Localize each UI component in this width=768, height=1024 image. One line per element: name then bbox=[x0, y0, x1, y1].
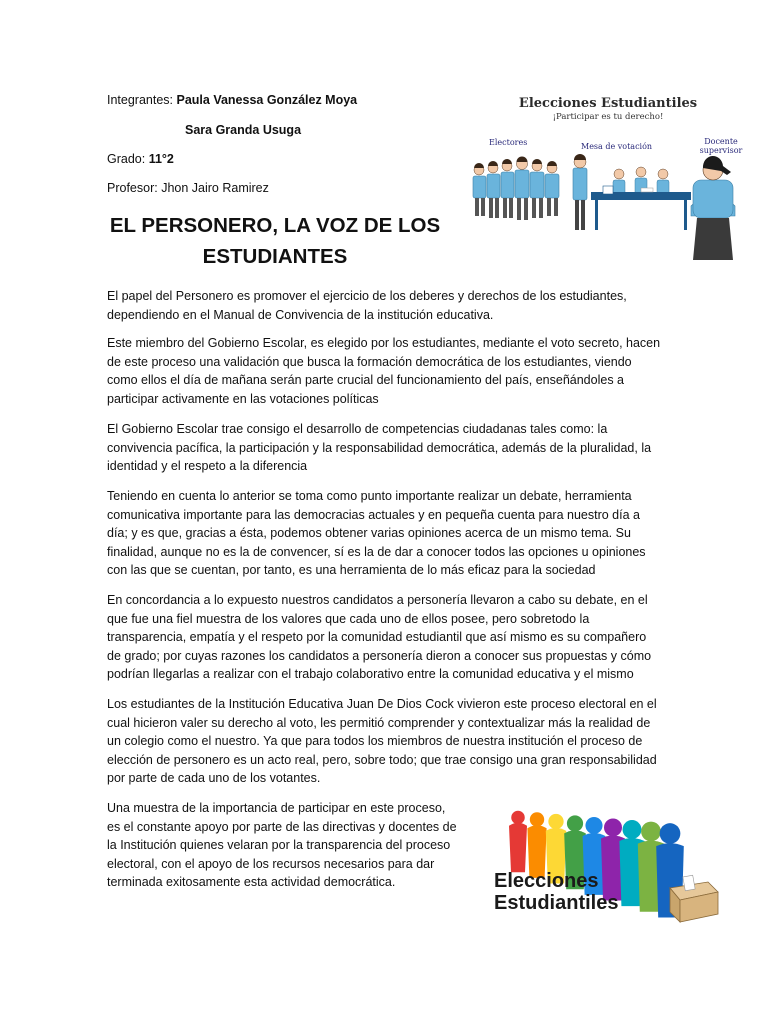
paragraph-7: Una muestra de la importancia de participar en este proceso, es el constante apoyo por parte de las directivas y docentes de la Institución quienes velaran por la transparencia del proceso electoral, con el apoyo de los recursos necesarios para dar terminada exitosamente esta actividad democrática. bbox=[107, 801, 457, 890]
elections-crowd-illustration bbox=[470, 800, 730, 925]
grade-line bbox=[107, 151, 174, 167]
voting-table-icon bbox=[573, 154, 691, 230]
paragraph-5: En concordancia a lo expuesto nuestros candidatos a personería llevaron a cabo su debate, en el que fue una fiel muestra de los valores que cada uno de ellos posee, pero sobretodo la transparencia, empatía y el respeto por la comunidad estudiantil que así mismo es su compañero de grado; por cuyas razones los candidatos a personería dieron a conocer sus propuestas y cómo podrían llegarlas a realizar con el trabajo colaborativo entre la comunidad educativa y el mismo bbox=[107, 593, 652, 682]
student-elections-illustration bbox=[463, 88, 753, 266]
crowd-person-icon bbox=[527, 812, 546, 878]
crowd-person-icon bbox=[509, 811, 527, 873]
title-line-2: ESTUDIANTES bbox=[202, 245, 348, 268]
illustration-subtitle: ¡Participar es tu derecho! bbox=[552, 112, 664, 122]
banner-line-1: Elecciones bbox=[494, 870, 599, 892]
grade-label: Grado: bbox=[107, 152, 146, 166]
paragraph-2: Este miembro del Gobierno Escolar, es elegido por los estudiantes, mediante el voto secreto, hacen de este proceso una validación que busca la formación democrática de los estudiantes, viendo como ellos el día de mañana serán parte crucial del funcionamiento del país, enseñándoles a participar activamente en las votaciones políticas bbox=[107, 336, 661, 406]
banner-line-2: Estudiantiles bbox=[494, 892, 619, 914]
voting-table-label: Mesa de votación bbox=[581, 142, 653, 151]
member-1: Paula Vanessa González Moya bbox=[176, 93, 358, 107]
teacher-supervisor-icon bbox=[691, 156, 735, 260]
voters-label: Electores bbox=[489, 138, 528, 147]
voters-group-icon bbox=[473, 157, 559, 221]
paragraph-1: El papel del Personero es promover el ejercicio de los deberes y derechos de los estudiantes, dependiendo en el Manual de Convivencia de la institución educativa. bbox=[107, 289, 627, 322]
members-line bbox=[107, 92, 357, 108]
teacher-name: Jhon Jairo Ramirez bbox=[161, 181, 269, 195]
members-label: Integrantes: bbox=[107, 93, 174, 107]
supervisor-label: Docente supervisor bbox=[699, 137, 743, 155]
illustration-title: Elecciones Estudiantiles bbox=[518, 96, 698, 111]
title-line-1: EL PERSONERO, LA VOZ DE LOS bbox=[109, 214, 441, 237]
teacher-line bbox=[107, 180, 269, 196]
teacher-label: Profesor: bbox=[107, 181, 158, 195]
paragraph-3: El Gobierno Escolar trae consigo el desarrollo de competencias ciudadanas tales como: la convivencia pacífica, la participación y la responsabilidad democrática, además de la pluralidad, la identidad y el respeto a la diferencia bbox=[107, 422, 652, 474]
paragraph-6: Los estudiantes de la Institución Educativa Juan De Dios Cock vivieron este proceso electoral en el cual hicieron valer su derecho al voto, les permitió comprender y contextualizar más la realidad de un colegio como el nuestro. Ya que para todos los miembros de nuestra institución el proceso de elección de personero es un acto real, pero, sobre todo; que trae consigo una gran responsabilidad por parte de cada uno de los votantes. bbox=[107, 697, 657, 786]
grade-value: 11°2 bbox=[148, 152, 174, 166]
document-title bbox=[100, 210, 450, 272]
paragraph-4: Teniendo en cuenta lo anterior se toma como punto importante realizar un debate, herramienta comunicativa importante para las democracias actuales y en pequeña cuenta para nuestro día a día; y es que, gracias a ésta, podemos obtener varias opiniones acerca de un mismo tema. Su finalidad, aunque no es la de convencer, sí es la de dar a conocer todos las opciones u opiniones con las que se cuentan, por tanto, es una herramienta de lo más eficaz para la sociedad bbox=[107, 489, 646, 578]
elections-banner-text bbox=[494, 870, 618, 914]
member-2: Sara Granda Usuga bbox=[185, 123, 302, 137]
